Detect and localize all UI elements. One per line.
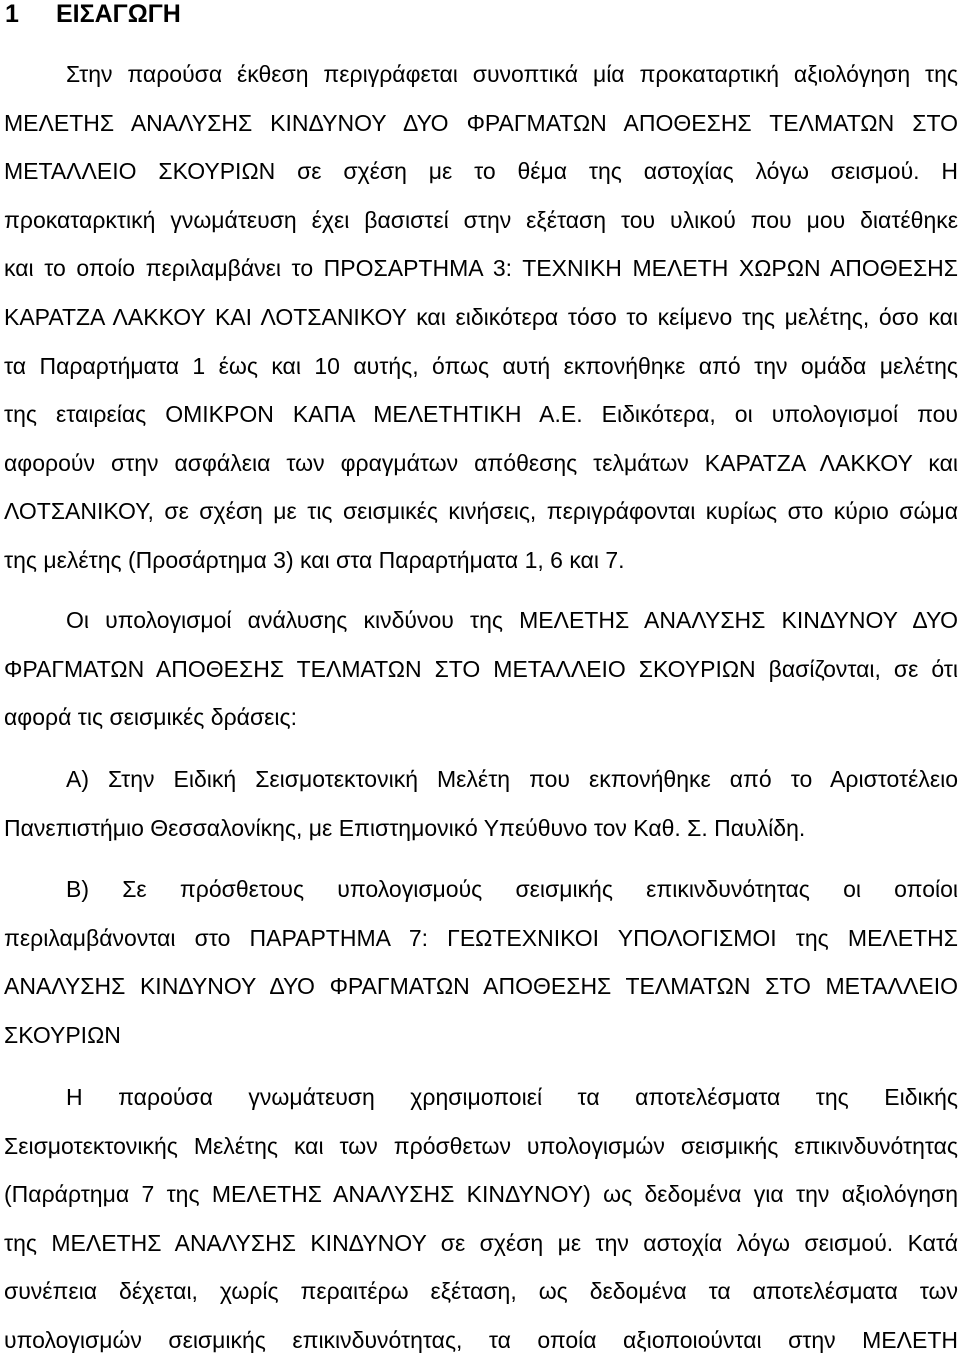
paragraph-line: ΛΟΤΣΑΝΙΚΟΥ, σε σχέση με τις σεισμικές κινήσεις, περιγράφονται κυρίως στο κύριο σώμα — [4, 498, 958, 525]
paragraph-line: Α) Στην Ειδική Σεισμοτεκτονική Μελέτη που εκπονήθηκε από το Αριστοτέλειο — [66, 766, 958, 792]
paragraph-line: της εταιρείας ΟΜΙΚΡΟΝ ΚΑΠΑ ΜΕΛΕΤΗΤΙΚΗ Α.Ε. Ειδικότερα, οι υπολογισμοί που — [4, 401, 958, 428]
paragraph-line: ΣΚΟΥΡΙΩΝ — [4, 1021, 121, 1048]
paragraph-risk-calculations — [4, 607, 958, 730]
section-title: ΕΙΣΑΓΩΓΗ — [56, 0, 181, 28]
paragraph-line: (Παράρτημα 7 της ΜΕΛΕΤΗΣ ΑΝΑΛΥΣΗΣ ΚΙΝΔΥΝΟΥ) ως δεδομένα για την αξιολόγηση — [4, 1181, 958, 1208]
paragraph-line: περιλαμβάνονται στο ΠΑΡΑΡΤΗΜΑ 7: ΓΕΩΤΕΧΝΙΚΟΙ ΥΠΟΛΟΓΙΣΜΟΙ της ΜΕΛΕΤΗΣ — [4, 924, 958, 951]
paragraph-line: υπολογισμών σεισμικής επικινδυνότητας, τα οποία αξιοποιούνται στην ΜΕΛΕΤΗ — [4, 1326, 958, 1353]
paragraph-line: Σεισμοτεκτονικής Μελέτης και των πρόσθετων υπολογισμών σεισμικής επικινδυνότητας — [4, 1132, 958, 1159]
paragraph-line: Η παρούσα γνωμάτευση χρησιμοποιεί τα αποτελέσματα της Ειδικής — [66, 1084, 958, 1110]
paragraph-line: Πανεπιστήμιο Θεσσαλονίκης, με Επιστημονικό Υπεύθυνο τον Καθ. Σ. Παυλίδη. — [4, 814, 806, 841]
section-heading — [0, 0, 960, 28]
paragraph-assessment — [4, 1084, 958, 1353]
paragraph-line: και το οποίο περιλαμβάνει το ΠΡΟΣΑΡΤΗΜΑ 3: ΤΕΧΝΙΚΗ ΜΕΛΕΤΗ ΧΩΡΩΝ ΑΠΟΘΕΣΗΣ — [4, 255, 958, 282]
paragraph-line: Οι υπολογισμοί ανάλυσης κινδύνου της ΜΕΛΕΤΗΣ ΑΝΑΛΥΣΗΣ ΚΙΝΔΥΝΟΥ ΔΥΟ — [66, 607, 958, 633]
paragraph-intro — [4, 61, 958, 573]
paragraph-line: ΚΑΡΑΤΖΑ ΛΑΚΚΟΥ ΚΑΙ ΛΟΤΣΑΝΙΚΟΥ και ειδικότερα τόσο το κείμενο της μελέτης, όσο και — [4, 303, 958, 330]
paragraph-line: ΜΕΛΕΤΗΣ ΑΝΑΛΥΣΗΣ ΚΙΝΔΥΝΟΥ ΔΥΟ ΦΡΑΓΜΑΤΩΝ ΑΠΟΘΕΣΗΣ ΤΕΛΜΑΤΩΝ ΣΤΟ — [4, 109, 958, 136]
paragraph-line: Β) Σε πρόσθετους υπολογισμούς σεισμικής επικινδυνότητας οι οποίοι — [66, 876, 958, 902]
paragraph-line: ΜΕΤΑΛΛΕΙΟ ΣΚΟΥΡΙΩΝ σε σχέση με το θέμα της αστοχίας λόγω σεισμού. Η — [4, 158, 958, 185]
paragraph-line: της ΜΕΛΕΤΗΣ ΑΝΑΛΥΣΗΣ ΚΙΝΔΥΝΟΥ σε σχέση με την αστοχία λόγω σεισμού. Κατά — [4, 1229, 958, 1256]
paragraph-item-b — [4, 876, 958, 1048]
paragraph-item-a — [4, 766, 958, 841]
paragraph-line: της μελέτης (Προσάρτημα 3) και στα Παραρτήματα 1, 6 και 7. — [4, 546, 625, 573]
section-number: 1 — [5, 0, 19, 28]
paragraph-line: Στην παρούσα έκθεση περιγράφεται συνοπτικά μία προκαταρτική αξιολόγηση της — [66, 61, 958, 87]
paragraph-line: αφορά τις σεισμικές δράσεις: — [4, 704, 298, 731]
paragraph-line: αφορούν στην ασφάλεια των φραγμάτων απόθεσης τελμάτων ΚΑΡΑΤΖΑ ΛΑΚΚΟΥ και — [4, 449, 958, 476]
paragraph-line: ΦΡΑΓΜΑΤΩΝ ΑΠΟΘΕΣΗΣ ΤΕΛΜΑΤΩΝ ΣΤΟ ΜΕΤΑΛΛΕΙΟ ΣΚΟΥΡΙΩΝ βασίζονται, σε ότι — [4, 655, 958, 682]
paragraph-line: τα Παραρτήματα 1 έως και 10 αυτής, όπως αυτή εκπονήθηκε από την ομάδα μελέτης — [4, 352, 958, 379]
paragraph-line: συνέπεια δέχεται, χωρίς περαιτέρω εξέταση, ως δεδομένα τα αποτελέσματα των — [4, 1278, 958, 1305]
paragraph-line: ΑΝΑΛΥΣΗΣ ΚΙΝΔΥΝΟΥ ΔΥΟ ΦΡΑΓΜΑΤΩΝ ΑΠΟΘΕΣΗΣ ΤΕΛΜΑΤΩΝ ΣΤΟ ΜΕΤΑΛΛΕΙΟ — [4, 973, 958, 1000]
paragraph-line: προκαταρκτική γνωμάτευση έχει βασιστεί στην εξέταση του υλικού που μου διατέθηκε — [4, 206, 958, 233]
